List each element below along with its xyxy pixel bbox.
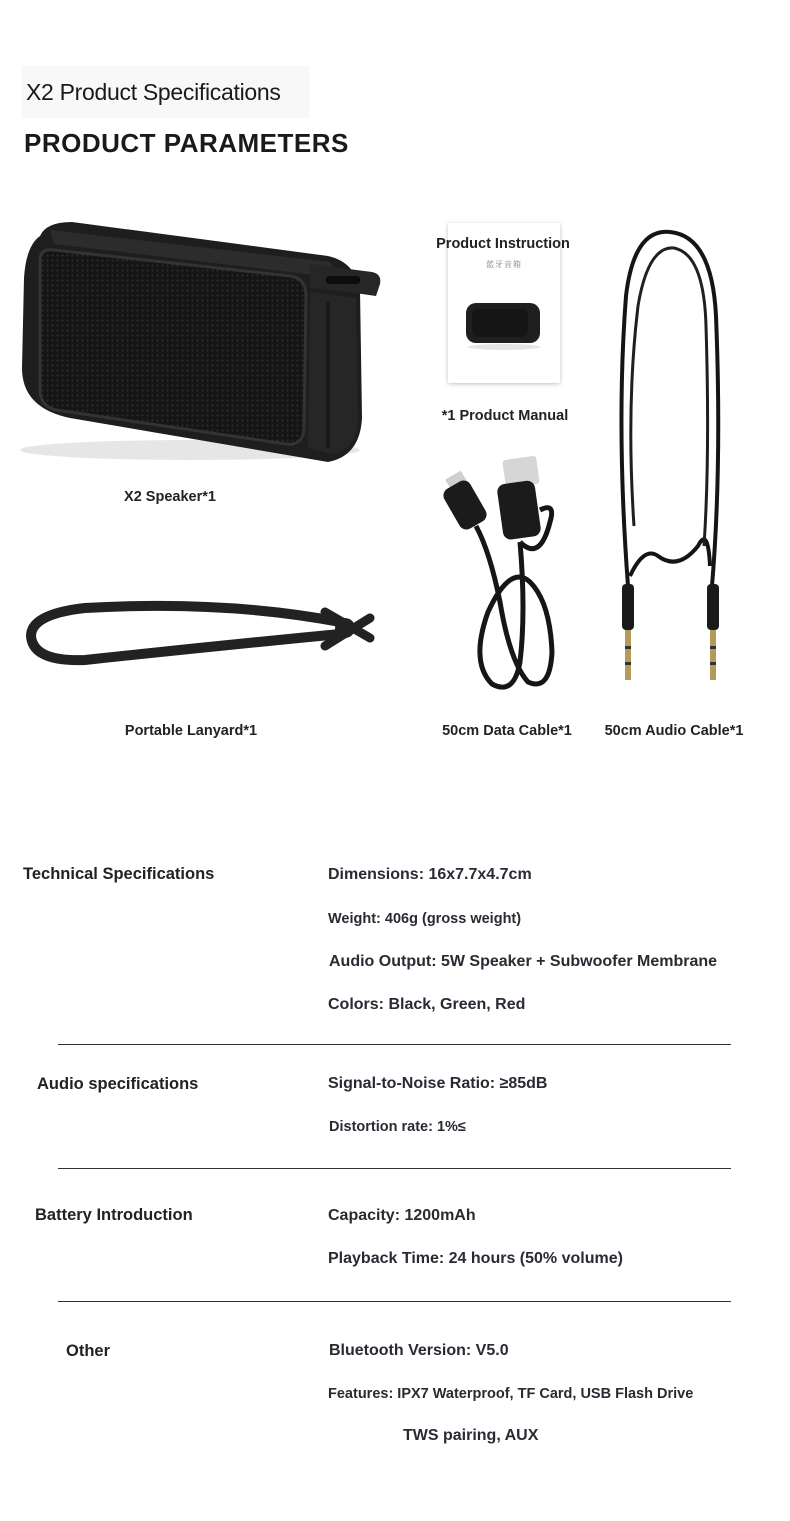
spec-weight: Weight: 406g (gross weight): [328, 911, 522, 927]
battery-label: Battery Introduction: [35, 1206, 193, 1224]
spec-distortion: Distortion rate: 1%≤: [329, 1119, 466, 1135]
page-title: X2 Product Specifications: [22, 66, 310, 118]
technical-specs-label: Technical Specifications: [23, 865, 215, 883]
manual-caption: *1 Product Manual: [441, 408, 569, 424]
data-cable-image: [440, 452, 570, 697]
speaker-caption: X2 Speaker*1: [124, 489, 216, 505]
audio-cable-caption: 50cm Audio Cable*1: [604, 723, 744, 739]
data-cable-caption: 50cm Data Cable*1: [442, 723, 572, 739]
spec-colors: Colors: Black, Green, Red: [328, 996, 526, 1013]
spec-features-continued: TWS pairing, AUX: [403, 1427, 539, 1444]
other-label: Other: [66, 1342, 111, 1360]
spec-features: Features: IPX7 Waterproof, TF Card, USB Flash Drive: [328, 1386, 694, 1402]
lanyard-image: [25, 590, 380, 680]
divider: [58, 1044, 731, 1045]
manual-speaker-thumbnail: [462, 297, 546, 351]
audio-cable-image: [608, 226, 738, 696]
divider: [58, 1301, 731, 1302]
lanyard-caption: Portable Lanyard*1: [124, 723, 258, 739]
manual-cover-title: Product Instruction: [436, 236, 570, 252]
spec-audio-output: Audio Output: 5W Speaker + Subwoofer Membrane: [329, 953, 718, 970]
audio-specs-label: Audio specifications: [37, 1075, 199, 1093]
speaker-image: [10, 218, 385, 468]
divider: [58, 1168, 731, 1169]
manual-cover-subtitle: 蓝牙音箱: [486, 260, 522, 269]
spec-dimensions: Dimensions: 16x7.7x4.7cm: [328, 866, 532, 883]
spec-bluetooth: Bluetooth Version: V5.0: [329, 1342, 509, 1359]
section-heading: PRODUCT PARAMETERS: [24, 128, 349, 158]
spec-snr: Signal-to-Noise Ratio: ≥85dB: [328, 1075, 548, 1092]
spec-capacity: Capacity: 1200mAh: [328, 1207, 476, 1224]
spec-playback: Playback Time: 24 hours (50% volume): [328, 1250, 623, 1267]
